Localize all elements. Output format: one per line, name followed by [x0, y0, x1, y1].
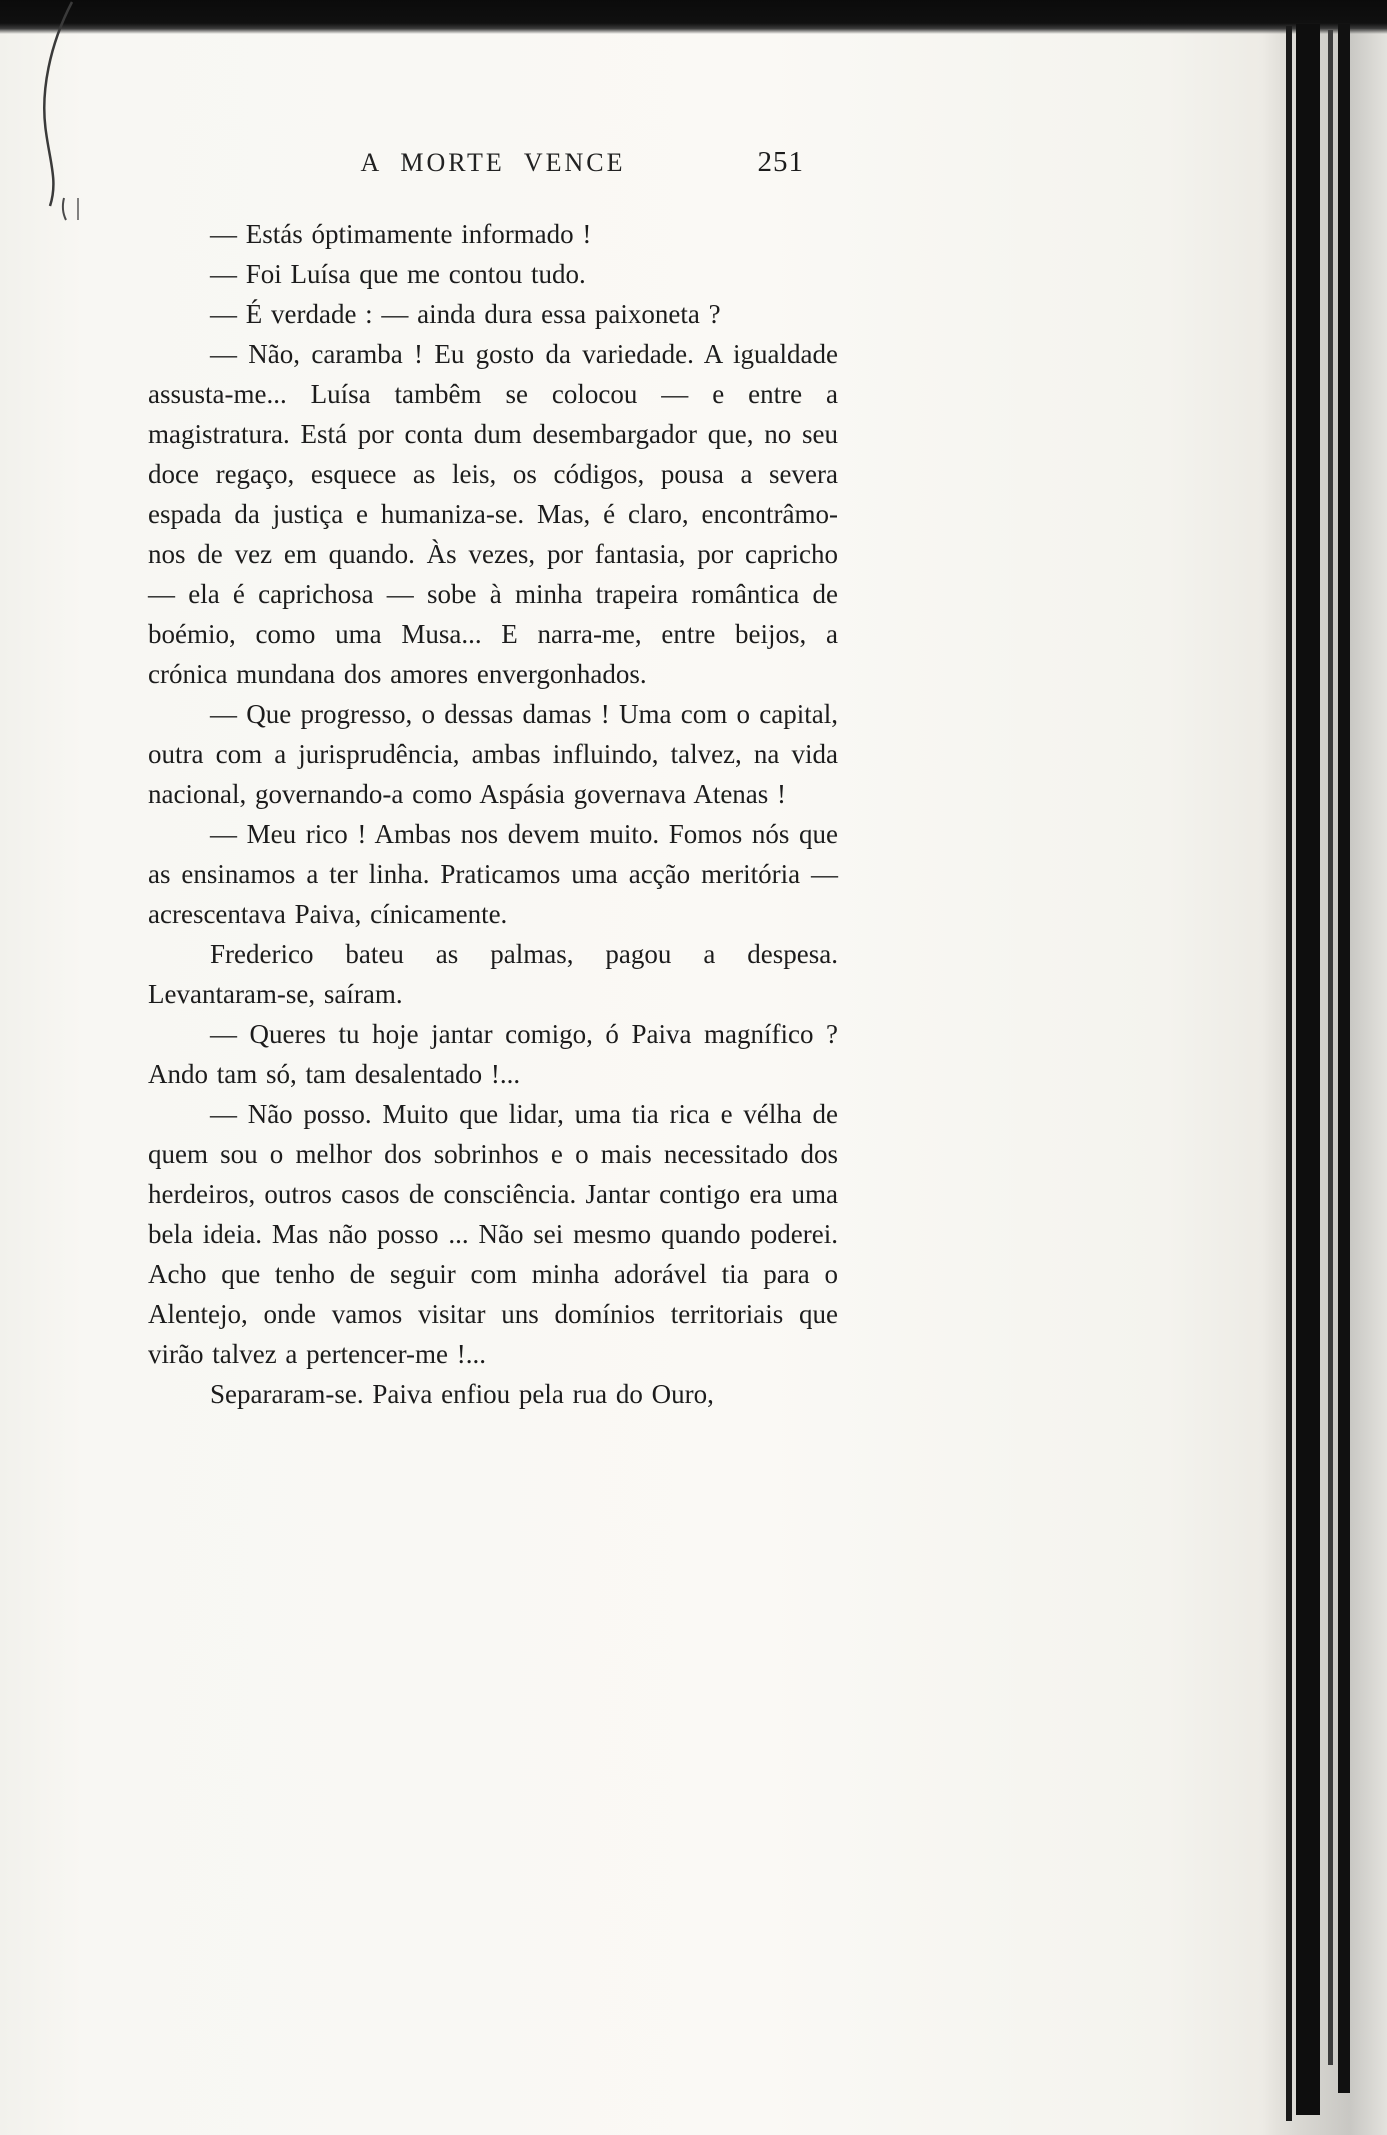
paragraph: — Foi Luísa que me contou tudo.	[210, 259, 586, 289]
running-head	[148, 148, 838, 190]
paragraph: — Não posso. Muito que lidar, uma tia rica e vélha de quem sou o melhor dos sobrinhos e o mais necessitado dos herdeiros, outros casos de consciência. Jantar contigo era uma bela ideia. Mas não posso ... Não sei mesmo quando poderei. Acho que tenho de seguir com minha adorável tia para o Alentejo, onde vamos visitar uns domínios territoriais que virão talvez a pertencer-me !...	[148, 1099, 838, 1369]
page-text-block	[148, 214, 838, 1414]
paragraph: — Estás óptimamente informado !	[210, 219, 592, 249]
scan-top-edge-artifact	[0, 0, 1387, 34]
paragraph: — Que progresso, o dessas damas ! Uma com o capital, outra com a jurisprudência, ambas influindo, talvez, na vida nacional, governando-a como Aspásia governava Atenas !	[148, 699, 838, 809]
page-number: 251	[757, 146, 804, 178]
page-edge-shadow	[1262, 30, 1387, 2135]
book-spine-edge-line	[1296, 24, 1320, 2115]
paragraph: Separaram-se. Paiva enfiou pela rua do Ouro,	[210, 1379, 714, 1409]
paragraph: Frederico bateu as palmas, pagou a despesa. Levantaram-se, saíram.	[148, 939, 838, 1009]
paragraph: — É verdade : — ainda dura essa paixoneta ?	[210, 299, 721, 329]
book-spine-edge-line	[1328, 30, 1333, 2065]
running-title: A MORTE VENCE	[360, 148, 626, 177]
book-spine-edge-line	[1338, 24, 1350, 2093]
book-spine-edge-line	[1286, 26, 1292, 2121]
paragraph: — Queres tu hoje jantar comigo, ó Paiva magnífico ? Ando tam só, tam desalentado !...	[148, 1019, 838, 1089]
paragraph: — Não, caramba ! Eu gosto da variedade. A igualdade assusta-me... Luísa tambêm se colocou — e entre a magistratura. Está por conta dum desembargador que, no seu doce regaço, esquece as leis, os códigos, pousa a severa espada da justiça e humaniza-se. Mas, é claro, encontrâmo-nos de vez em quando. Às vezes, por fantasia, por capricho — ela é caprichosa — sobe à minha trapeira romântica de boémio, como uma Musa... E narra-me, entre beijos, a crónica mundana dos amores envergonhados.	[148, 339, 838, 689]
page-corner-curl-artifact	[0, 0, 140, 240]
paragraph: — Meu rico ! Ambas nos devem muito. Fomos nós que as ensinamos a ter linha. Praticamos uma acção meritória — acrescentava Paiva, cínicamente.	[148, 819, 838, 929]
